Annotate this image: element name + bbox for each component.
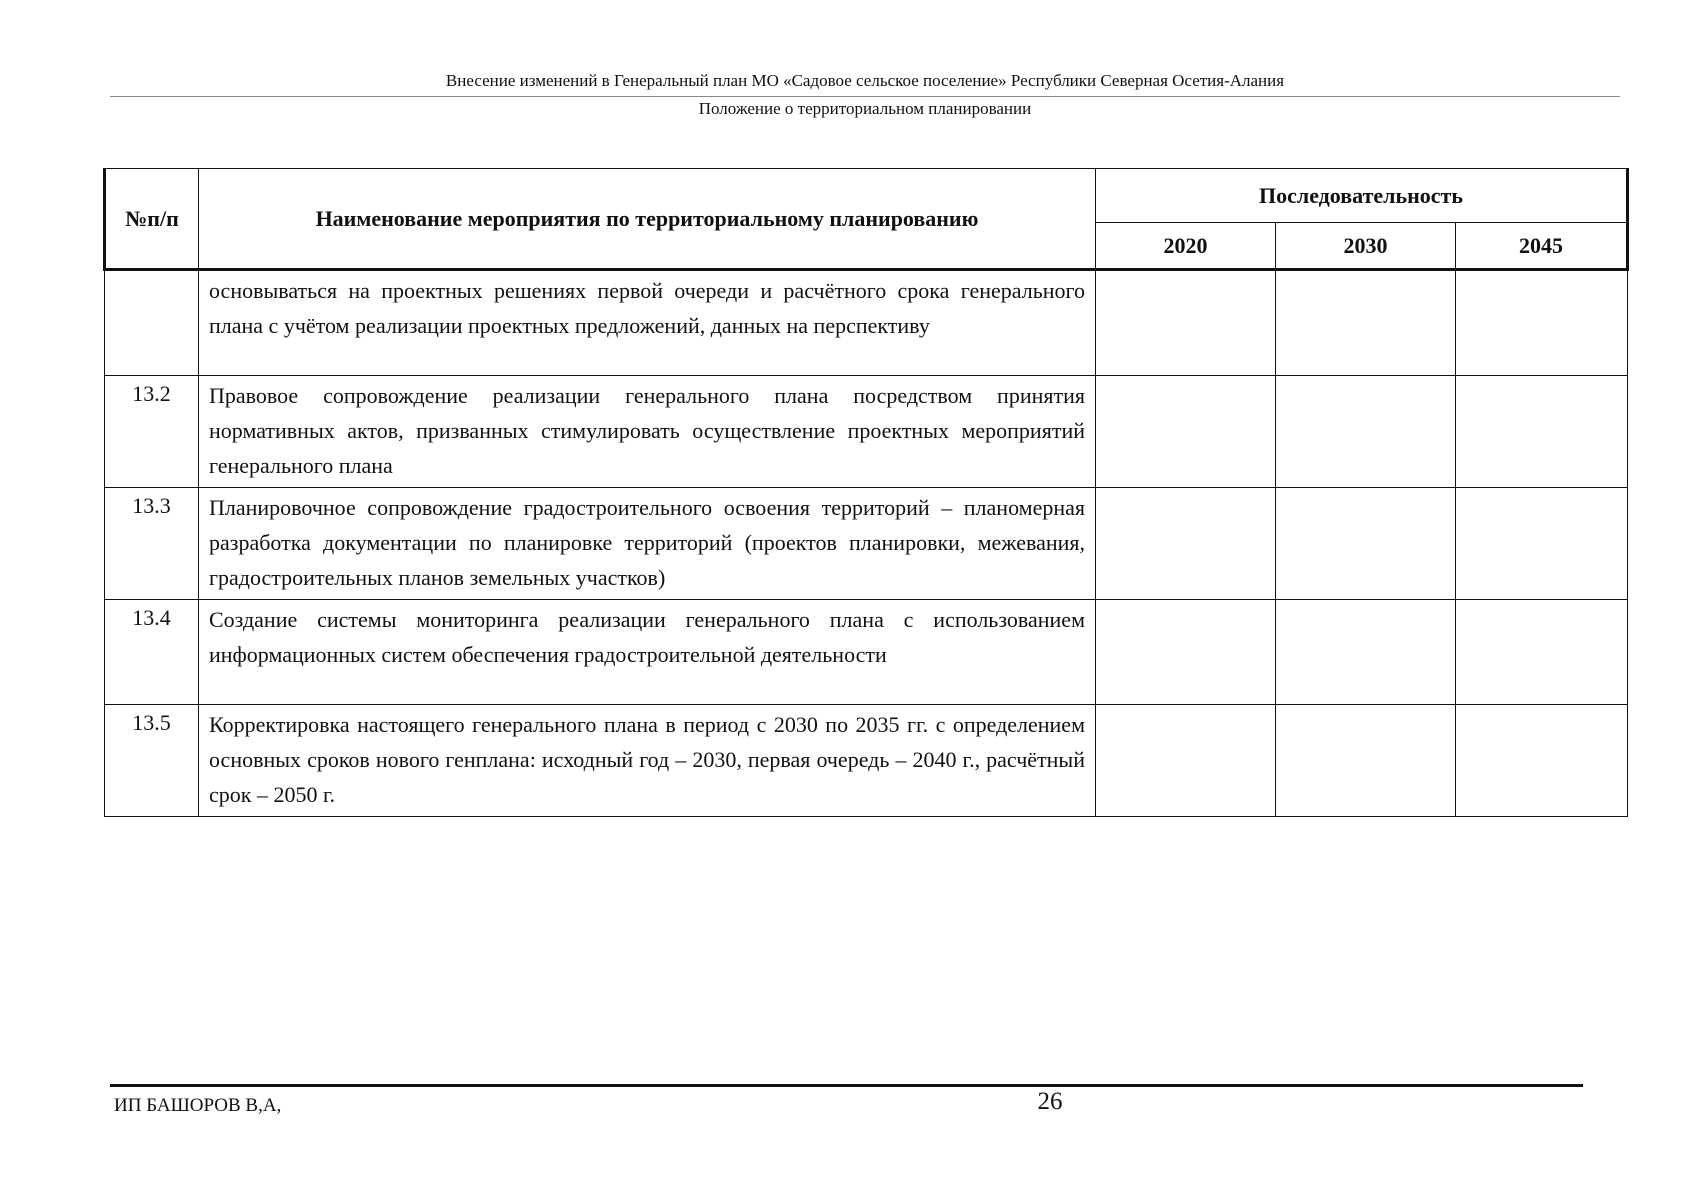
cell-2020 xyxy=(1096,488,1276,600)
row-number: 13.2 xyxy=(105,376,199,488)
table-row xyxy=(105,376,1628,488)
row-text: Планировочное сопровождение градостроительного освоения территорий – планомерная разработка документации по планировке территорий (проектов планировки, межевания, градостроительных планов земельных участков) xyxy=(199,488,1096,600)
cell-2045 xyxy=(1456,705,1628,817)
column-header-year-2045: 2045 xyxy=(1456,223,1628,270)
column-header-number: №п/п xyxy=(105,169,199,270)
row-text: основываться на проектных решениях первой очереди и расчётного срока генерального плана с учётом реализации проектных предложений, данных на перспективу xyxy=(199,270,1096,376)
table-row xyxy=(105,488,1628,600)
cell-2020 xyxy=(1096,705,1276,817)
measures-table xyxy=(103,168,1629,817)
column-header-year-2020: 2020 xyxy=(1096,223,1276,270)
cell-2030 xyxy=(1276,488,1456,600)
footer-author: ИП БАШОРОВ В,А, xyxy=(114,1095,282,1116)
row-number xyxy=(105,270,199,376)
column-header-sequence: Последовательность xyxy=(1096,169,1628,223)
table-row xyxy=(105,705,1628,817)
table-row xyxy=(105,270,1628,376)
cell-2045 xyxy=(1456,270,1628,376)
cell-2045 xyxy=(1456,488,1628,600)
page-number: 26 xyxy=(1037,1088,1063,1115)
row-number: 13.3 xyxy=(105,488,199,600)
cell-2020 xyxy=(1096,376,1276,488)
row-text: Корректировка настоящего генерального плана в период с 2030 по 2035 гг. с определением основных сроков нового генплана: исходный год – 2030, первая очередь – 2040 г., расчётный срок – 2050 г. xyxy=(199,705,1096,817)
document-header-subtitle: Положение о территориальном планировании xyxy=(698,99,1032,118)
cell-2030 xyxy=(1276,376,1456,488)
row-text: Правовое сопровождение реализации генерального плана посредством принятия нормативных актов, призванных стимулировать осуществление проектных мероприятий генерального плана xyxy=(199,376,1096,488)
row-number: 13.4 xyxy=(105,600,199,705)
cell-2020 xyxy=(1096,270,1276,376)
row-text: Создание системы мониторинга реализации генерального плана с использованием информационных систем обеспечения градостроительной деятельности xyxy=(199,600,1096,705)
cell-2030 xyxy=(1276,705,1456,817)
row-number: 13.5 xyxy=(105,705,199,817)
cell-2045 xyxy=(1456,376,1628,488)
header-divider xyxy=(110,96,1620,97)
document-header-title: Внесение изменений в Генеральный план МО «Садовое сельское поселение» Республики Северная Осетия-Алания xyxy=(445,71,1285,90)
cell-2030 xyxy=(1276,600,1456,705)
cell-2020 xyxy=(1096,600,1276,705)
cell-2045 xyxy=(1456,600,1628,705)
table-row xyxy=(105,600,1628,705)
cell-2030 xyxy=(1276,270,1456,376)
column-header-year-2030: 2030 xyxy=(1276,223,1456,270)
column-header-name: Наименование мероприятия по территориальному планированию xyxy=(199,169,1096,270)
footer-divider xyxy=(110,1084,1583,1087)
